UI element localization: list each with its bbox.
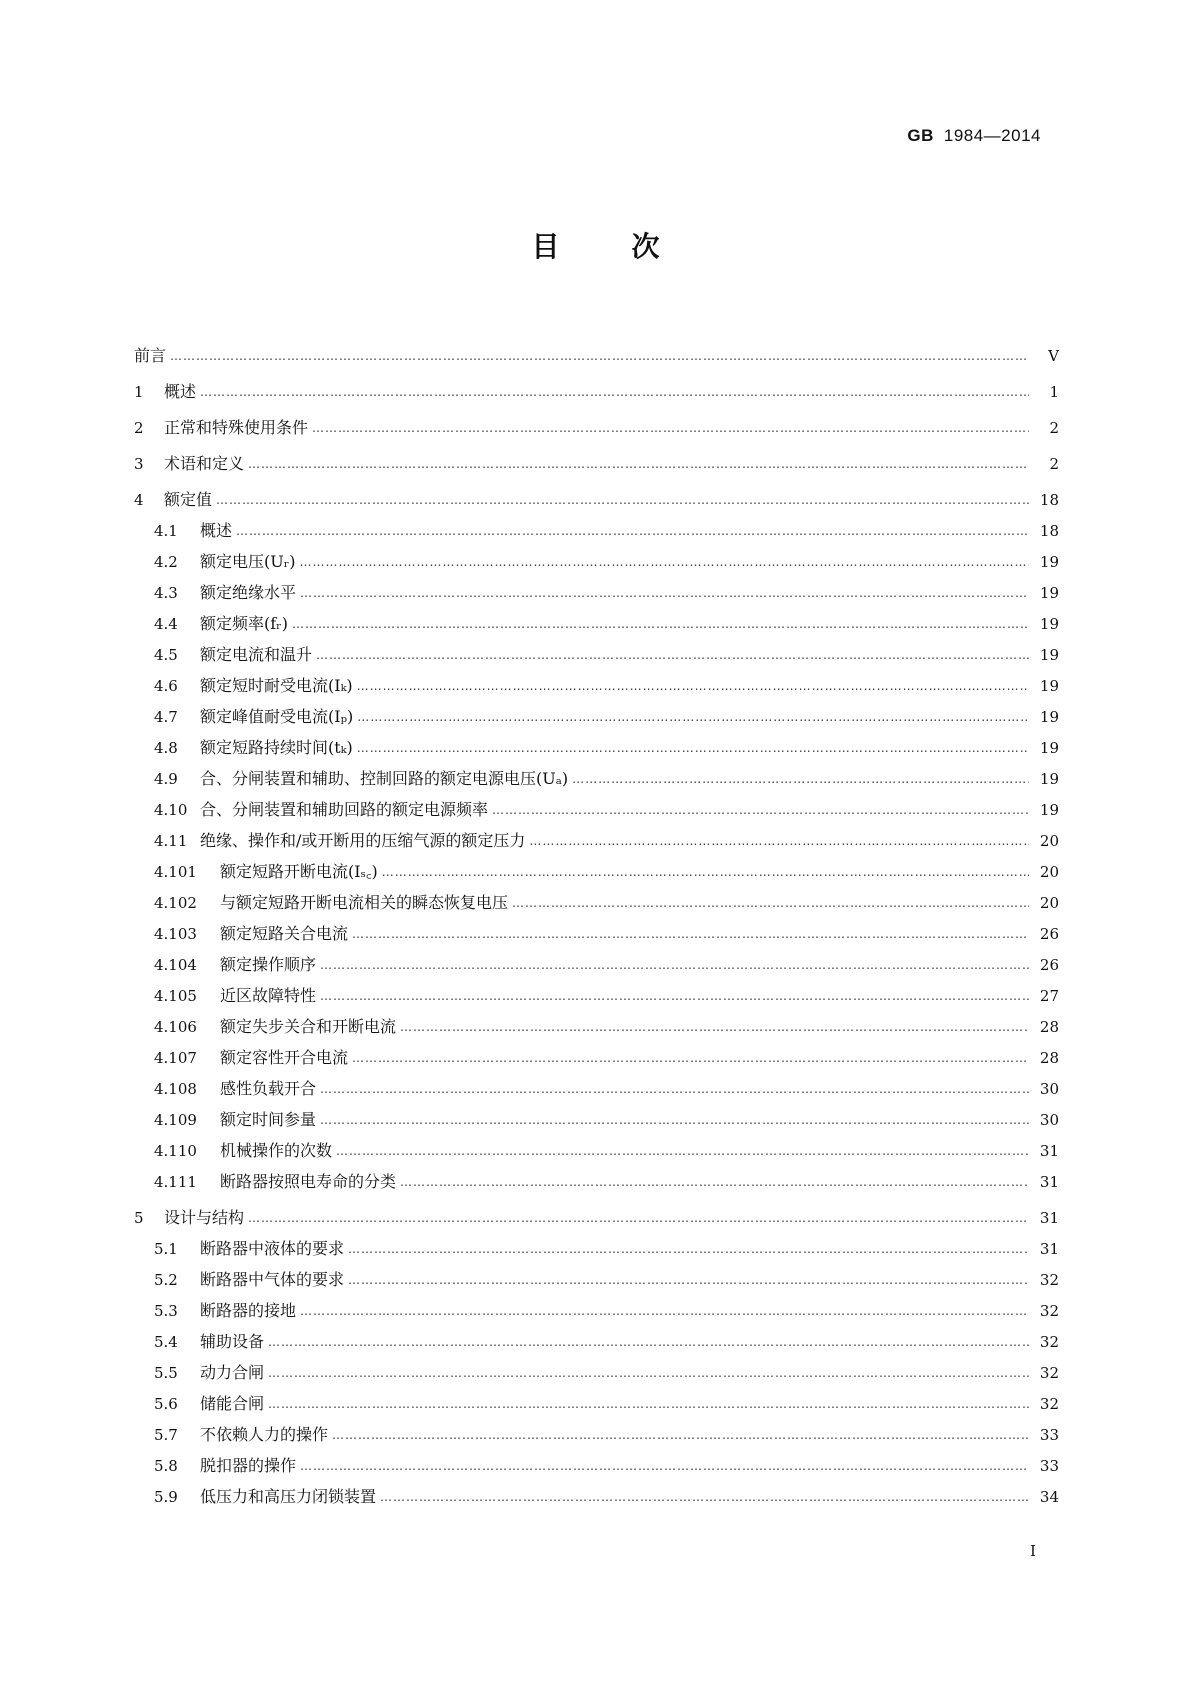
toc-entry-number: 5 [134, 1209, 144, 1227]
toc-entry-label: 断路器中液体的要求 [200, 1239, 345, 1258]
dot-leader [382, 862, 1029, 882]
toc-entry-page: 32 [1039, 1271, 1059, 1289]
toc-entry-label: 概述 [164, 382, 197, 401]
dot-leader [268, 1394, 1029, 1414]
toc-entry-number: 5.9 [154, 1488, 178, 1506]
toc-entry-page: 27 [1039, 987, 1059, 1005]
dot-leader [380, 1487, 1029, 1507]
toc-entry[interactable] [134, 851, 1059, 882]
dot-leader [300, 583, 1029, 603]
toc-entry-number: 4.7 [154, 708, 178, 726]
toc-entry-label: 不依赖人力的操作 [200, 1425, 329, 1444]
toc-entry-label: 额定短路开断电流(Iₛ꜀) [220, 862, 378, 881]
dot-leader [292, 614, 1029, 634]
toc-entry-page: 19 [1039, 677, 1059, 695]
toc-entry[interactable] [134, 1476, 1059, 1507]
toc-entry-page: 32 [1039, 1333, 1059, 1351]
toc-entry-number: 5.6 [154, 1395, 178, 1413]
toc-entry-page: 19 [1039, 646, 1059, 664]
dot-leader [300, 552, 1029, 572]
toc-entry-label: 额定峰值耐受电流(Iₚ) [200, 707, 354, 726]
dot-leader [320, 1079, 1029, 1099]
toc-entry-number: 4.111 [154, 1173, 197, 1191]
toc-entry-number: 5.1 [154, 1240, 178, 1258]
toc-entry[interactable] [134, 820, 1059, 851]
toc-entry-label: 额定短路关合电流 [220, 924, 349, 943]
toc-entry-page: 20 [1039, 863, 1059, 881]
dot-leader [400, 1172, 1029, 1192]
toc-entry-label: 额定值 [164, 490, 213, 509]
toc-entry-label: 正常和特殊使用条件 [164, 418, 309, 437]
toc-entry[interactable] [134, 882, 1059, 913]
dot-leader [236, 521, 1029, 541]
toc-entry-page: 20 [1039, 894, 1059, 912]
dot-leader [492, 800, 1029, 820]
toc-entry-number: 4 [134, 491, 144, 509]
toc-entry-label: 额定电流和温升 [200, 645, 313, 664]
dot-leader [357, 707, 1029, 727]
toc-entry-page: 2 [1049, 419, 1059, 437]
toc-entry-label: 设计与结构 [164, 1208, 245, 1227]
toc-entry-page: 32 [1039, 1364, 1059, 1382]
dot-leader [357, 676, 1029, 696]
toc-entry-page: 33 [1039, 1457, 1059, 1475]
toc-entry-page: 31 [1039, 1240, 1059, 1258]
toc-entry-page: 19 [1039, 584, 1059, 602]
toc-entry-number: 4.2 [154, 553, 178, 571]
toc-entry-number: 4.103 [154, 925, 197, 943]
toc-entry-page: 19 [1039, 553, 1059, 571]
toc-entry-number: 4.102 [154, 894, 197, 912]
toc-entry-number: 5.5 [154, 1364, 178, 1382]
toc-entry-label: 脱扣器的操作 [200, 1456, 297, 1475]
toc-entry-number: 4.104 [154, 956, 197, 974]
toc-entry-number: 5.8 [154, 1457, 178, 1475]
toc-entry-page: 32 [1039, 1302, 1059, 1320]
toc-entry-page: 30 [1039, 1080, 1059, 1098]
dot-leader [268, 1332, 1029, 1352]
toc-entry-page: 28 [1039, 1018, 1059, 1036]
dot-leader [512, 893, 1029, 913]
toc-entry-label: 合、分闸装置和辅助、控制回路的额定电源电压(Uₐ) [200, 769, 569, 788]
toc-entry-label: 概述 [200, 521, 233, 540]
title-char-2: 次 [631, 230, 660, 263]
dot-leader [352, 924, 1029, 944]
toc-entry-page: 19 [1039, 739, 1059, 757]
toc-entry[interactable] [134, 913, 1059, 944]
toc-entry-number: 4.1 [154, 522, 178, 540]
dot-leader [300, 1456, 1029, 1476]
toc-entry[interactable] [134, 366, 1059, 402]
standard-number: 1984—2014 [943, 126, 1041, 145]
toc-entry-label: 辅助设备 [200, 1332, 265, 1351]
toc-entry[interactable] [134, 1068, 1059, 1099]
dot-leader [357, 738, 1029, 758]
toc-entry-page: 19 [1039, 801, 1059, 819]
toc-entry-label: 额定短路持续时间(tₖ) [200, 738, 353, 757]
standard-code [907, 126, 1041, 146]
toc-entry-number: 4.109 [154, 1111, 197, 1129]
toc-entry-label: 与额定短路开断电流相关的瞬态恢复电压 [220, 893, 509, 912]
dot-leader [320, 986, 1029, 1006]
toc-entry-label: 额定操作顺序 [220, 955, 317, 974]
toc-entry-label: 额定频率(fᵣ) [200, 614, 288, 633]
dot-leader [316, 645, 1029, 665]
toc-entry-number: 4.106 [154, 1018, 197, 1036]
toc-entry-page: 33 [1039, 1426, 1059, 1444]
toc-entry-label: 机械操作的次数 [220, 1141, 333, 1160]
standard-prefix: GB [907, 126, 934, 145]
toc-entry[interactable] [134, 474, 1059, 510]
toc-entry[interactable] [134, 402, 1059, 438]
toc-entry-number: 4.3 [154, 584, 178, 602]
dot-leader [268, 1363, 1029, 1383]
toc-entry-page: 20 [1039, 832, 1059, 850]
toc-entry-number: 4.105 [154, 987, 197, 1005]
toc-entry-label: 术语和定义 [164, 454, 245, 473]
toc-entry-page: 31 [1039, 1173, 1059, 1191]
dot-leader [320, 1110, 1029, 1130]
toc-entry-label: 断路器的接地 [200, 1301, 297, 1320]
dot-leader [312, 418, 1029, 438]
toc-entry[interactable] [134, 330, 1059, 366]
toc-entry-number: 4.101 [154, 863, 197, 881]
dot-leader [529, 831, 1029, 851]
toc-entry-label: 感性负载开合 [220, 1079, 317, 1098]
toc-entry-page: 30 [1039, 1111, 1059, 1129]
dot-leader [216, 490, 1029, 510]
toc-entry[interactable] [134, 1161, 1059, 1192]
toc-entry-label: 储能合闸 [200, 1394, 265, 1413]
toc-entry-label: 额定时间参量 [220, 1110, 317, 1129]
toc-entry-number: 2 [134, 419, 144, 437]
dot-leader [170, 346, 1029, 366]
toc-entry-number: 4.4 [154, 615, 178, 633]
toc-entry[interactable] [134, 696, 1059, 727]
toc-entry-number: 1 [134, 383, 144, 401]
toc-entry[interactable] [134, 975, 1059, 1006]
toc-entry-number: 5.3 [154, 1302, 178, 1320]
toc-entry[interactable] [134, 758, 1059, 789]
toc-entry-number: 4.110 [154, 1142, 197, 1160]
toc-entry-number: 4.8 [154, 739, 178, 757]
toc-entry-label: 动力合闸 [200, 1363, 265, 1382]
toc-entry-page: 31 [1039, 1142, 1059, 1160]
toc-entry[interactable] [134, 1414, 1059, 1445]
dot-leader [320, 955, 1029, 975]
dot-leader [352, 1048, 1029, 1068]
toc-entry-label: 断路器中气体的要求 [200, 1270, 345, 1289]
dot-leader [200, 382, 1029, 402]
toc-entry[interactable] [134, 665, 1059, 696]
dot-leader [332, 1425, 1029, 1445]
toc-entry-label: 额定容性开合电流 [220, 1048, 349, 1067]
toc-entry-page: 31 [1039, 1209, 1059, 1227]
toc-entry[interactable] [134, 1228, 1059, 1259]
toc-entry[interactable] [134, 541, 1059, 572]
toc-entry-number: 5.2 [154, 1271, 178, 1289]
toc-entry-label: 断路器按照电寿命的分类 [220, 1172, 397, 1191]
toc-entry-number: 5.7 [154, 1426, 178, 1444]
dot-leader [336, 1141, 1029, 1161]
dot-leader [400, 1017, 1029, 1037]
page-title [0, 225, 1191, 265]
dot-leader [572, 769, 1029, 789]
toc-entry[interactable] [134, 1192, 1059, 1228]
toc-entry-page: 32 [1039, 1395, 1059, 1413]
toc-entry[interactable] [134, 1130, 1059, 1161]
toc-entry-number: 3 [134, 455, 144, 473]
toc-entry-page: 2 [1049, 455, 1059, 473]
dot-leader [300, 1301, 1029, 1321]
toc-entry-number: 4.108 [154, 1080, 197, 1098]
dot-leader [248, 454, 1029, 474]
toc-entry[interactable] [134, 944, 1059, 975]
toc-entry-page: 19 [1039, 615, 1059, 633]
toc-entry[interactable] [134, 603, 1059, 634]
table-of-contents [134, 330, 1059, 1507]
toc-entry-page: 1 [1049, 383, 1059, 401]
toc-entry-page: 18 [1039, 491, 1059, 509]
toc-entry[interactable] [134, 1290, 1059, 1321]
toc-entry[interactable] [134, 438, 1059, 474]
toc-entry-label: 额定电压(Uᵣ) [200, 552, 296, 571]
toc-entry[interactable] [134, 1037, 1059, 1068]
page-folio: I [1030, 1542, 1036, 1560]
toc-entry-number: 4.6 [154, 677, 178, 695]
toc-entry-label: 低压力和高压力闭锁装置 [200, 1487, 377, 1506]
toc-entry-label: 额定绝缘水平 [200, 583, 297, 602]
toc-entry-label: 额定失步关合和开断电流 [220, 1017, 397, 1036]
toc-entry-page: 26 [1039, 925, 1059, 943]
toc-entry[interactable] [134, 510, 1059, 541]
toc-entry-page: 19 [1039, 708, 1059, 726]
dot-leader [248, 1208, 1029, 1228]
toc-entry[interactable] [134, 727, 1059, 758]
toc-entry[interactable] [134, 1383, 1059, 1414]
toc-entry-label: 近区故障特性 [220, 986, 317, 1005]
toc-entry[interactable] [134, 1259, 1059, 1290]
toc-entry-label: 额定短时耐受电流(Iₖ) [200, 676, 353, 695]
toc-entry-page: 19 [1039, 770, 1059, 788]
toc-entry[interactable] [134, 634, 1059, 665]
toc-entry-page: 34 [1039, 1488, 1059, 1506]
toc-entry-label: 前言 [134, 346, 167, 365]
toc-entry-page: 18 [1039, 522, 1059, 540]
dot-leader [348, 1270, 1029, 1290]
toc-entry-page: 28 [1039, 1049, 1059, 1067]
toc-entry-number: 4.107 [154, 1049, 197, 1067]
toc-entry-number: 4.10 [154, 801, 188, 819]
toc-entry-page: 26 [1039, 956, 1059, 974]
toc-entry[interactable] [134, 1006, 1059, 1037]
dot-leader [348, 1239, 1029, 1259]
toc-entry[interactable] [134, 789, 1059, 820]
toc-entry[interactable] [134, 1321, 1059, 1352]
toc-entry-label: 合、分闸装置和辅助回路的额定电源频率 [200, 800, 489, 819]
toc-entry-number: 4.5 [154, 646, 178, 664]
toc-entry-page: Ⅴ [1048, 347, 1059, 365]
toc-entry-number: 5.4 [154, 1333, 178, 1351]
toc-entry[interactable] [134, 1099, 1059, 1130]
toc-entry-number: 4.9 [154, 770, 178, 788]
toc-entry-label: 绝缘、操作和/或开断用的压缩气源的额定压力 [200, 831, 526, 850]
toc-entry[interactable] [134, 572, 1059, 603]
toc-entry[interactable] [134, 1352, 1059, 1383]
toc-entry-number: 4.11 [154, 832, 188, 850]
toc-entry[interactable] [134, 1445, 1059, 1476]
title-char-1: 目 [531, 230, 560, 263]
